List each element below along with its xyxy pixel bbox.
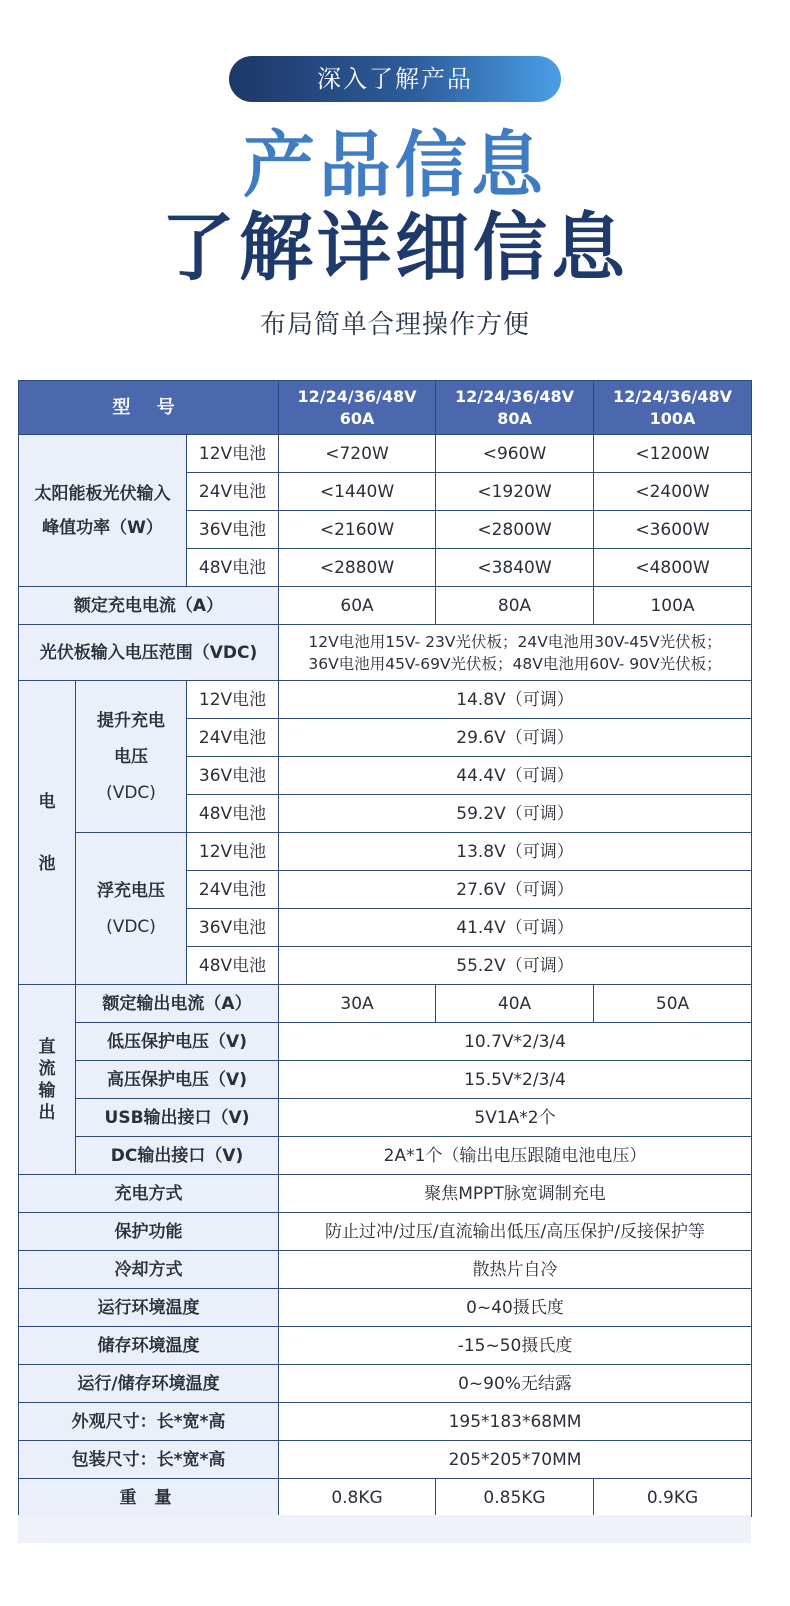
value-cell: 0~40摄氏度	[279, 1289, 752, 1327]
value-cell: 55.2V（可调）	[279, 947, 752, 985]
table-row	[19, 1251, 752, 1289]
battery-group-label-1: 电	[38, 791, 56, 812]
header-col-60a: 12/24/36/48V 60A	[279, 381, 436, 435]
value-cell: 50A	[594, 985, 752, 1023]
section-banner: 深入了解产品	[229, 56, 561, 102]
header-model: 型 号	[19, 381, 279, 435]
high-protect-label: 高压保护电压（V)	[76, 1061, 279, 1099]
value-cell: <2160W	[279, 511, 436, 549]
battery-cell: 12V电池	[187, 681, 279, 719]
battery-cell: 36V电池	[187, 511, 279, 549]
table-row	[19, 1365, 752, 1403]
value-cell: <2880W	[279, 549, 436, 587]
value-cell: <960W	[436, 435, 594, 473]
header-col-100a: 12/24/36/48V 100A	[594, 381, 752, 435]
value-cell: 14.8V（可调）	[279, 681, 752, 719]
value-cell: 10.7V*2/3/4	[279, 1023, 752, 1061]
battery-cell: 36V电池	[187, 757, 279, 795]
pv-voltage-line2: 36V电池用45V-69V光伏板；48V电池用60V- 90V光伏板；	[308, 654, 722, 673]
value-cell: <1920W	[436, 473, 594, 511]
value-cell: 散热片自冷	[279, 1251, 752, 1289]
value-cell: 0.8KG	[279, 1479, 436, 1517]
value-cell: <2400W	[594, 473, 752, 511]
value-cell: 60A	[279, 587, 436, 625]
table-row	[19, 1327, 752, 1365]
boost-label-line3: (VDC)	[106, 782, 156, 803]
value-cell: <4800W	[594, 549, 752, 587]
dc-output-label: DC输出接口（V)	[76, 1137, 279, 1175]
spec-table	[18, 380, 752, 1517]
spec-label: 冷却方式	[19, 1251, 279, 1289]
value-cell: 2A*1个（输出电压跟随电池电压）	[279, 1137, 752, 1175]
pv-power-label	[19, 435, 187, 587]
spec-label: 包装尺寸：长*宽*高	[19, 1441, 279, 1479]
table-row	[19, 681, 752, 719]
battery-cell: 24V电池	[187, 871, 279, 909]
table-row	[19, 1479, 752, 1517]
table-row	[19, 833, 752, 871]
battery-cell: 12V电池	[187, 435, 279, 473]
value-cell: 5V1A*2个	[279, 1099, 752, 1137]
spec-label: 运行/储存环境温度	[19, 1365, 279, 1403]
table-row	[19, 1289, 752, 1327]
battery-cell: 24V电池	[187, 719, 279, 757]
battery-group-label	[19, 681, 76, 985]
battery-cell: 24V电池	[187, 473, 279, 511]
table-row	[19, 1441, 752, 1479]
value-cell: 0~90%无结露	[279, 1365, 752, 1403]
value-cell: 0.9KG	[594, 1479, 752, 1517]
table-row	[19, 1023, 752, 1061]
value-cell: 0.85KG	[436, 1479, 594, 1517]
table-row	[19, 435, 752, 473]
dc-group-char: 输	[38, 1080, 56, 1101]
battery-cell: 12V电池	[187, 833, 279, 871]
value-cell: <1200W	[594, 435, 752, 473]
table-row	[19, 985, 752, 1023]
dc-group-char: 流	[38, 1058, 56, 1079]
value-cell: 59.2V（可调）	[279, 795, 752, 833]
table-row	[19, 1213, 752, 1251]
value-cell: 13.8V（可调）	[279, 833, 752, 871]
value-cell: 15.5V*2/3/4	[279, 1061, 752, 1099]
header-col-80a: 12/24/36/48V 80A	[436, 381, 594, 435]
value-cell: 44.4V（可调）	[279, 757, 752, 795]
value-cell: <720W	[279, 435, 436, 473]
battery-group-label-2: 池	[38, 853, 56, 874]
boost-label-line2: 电压	[114, 746, 148, 767]
value-cell: <3840W	[436, 549, 594, 587]
rated-current-label: 额定充电电流（A）	[19, 587, 279, 625]
rated-output-label: 额定输出电流（A）	[76, 985, 279, 1023]
boost-label-line1: 提升充电	[97, 710, 165, 731]
table-row	[19, 1099, 752, 1137]
float-voltage-label	[76, 833, 187, 985]
low-protect-label: 低压保护电压（V)	[76, 1023, 279, 1061]
value-cell: 100A	[594, 587, 752, 625]
page-title: 产品信息	[242, 123, 547, 207]
table-header-row	[19, 381, 752, 435]
spec-label: 充电方式	[19, 1175, 279, 1213]
dc-group-char: 出	[38, 1102, 56, 1123]
value-cell: <1440W	[279, 473, 436, 511]
spec-label: 储存环境温度	[19, 1327, 279, 1365]
value-cell: 27.6V（可调）	[279, 871, 752, 909]
value-cell: <3600W	[594, 511, 752, 549]
dc-output-group-label	[19, 985, 76, 1175]
pv-power-label-line2: 峰值功率（W）	[42, 517, 163, 538]
table-row	[19, 625, 752, 681]
value-cell: 80A	[436, 587, 594, 625]
value-cell: -15~50摄氏度	[279, 1327, 752, 1365]
bottom-divider	[18, 1515, 751, 1543]
weight-label: 重 量	[19, 1479, 279, 1517]
value-cell: 30A	[279, 985, 436, 1023]
battery-cell: 36V电池	[187, 909, 279, 947]
value-cell: 29.6V（可调）	[279, 719, 752, 757]
pv-voltage-line1: 12V电池用15V- 23V光伏板；24V电池用30V-45V光伏板；	[308, 632, 722, 651]
pv-voltage-value	[279, 625, 752, 681]
value-cell: 205*205*70MM	[279, 1441, 752, 1479]
pv-power-label-line1: 太阳能板光伏输入	[34, 483, 171, 504]
battery-cell: 48V电池	[187, 947, 279, 985]
table-row	[19, 1061, 752, 1099]
table-row	[19, 587, 752, 625]
table-row	[19, 1175, 752, 1213]
page-subtitle-large: 了解详细信息	[161, 205, 629, 291]
table-row	[19, 1137, 752, 1175]
value-cell: 40A	[436, 985, 594, 1023]
pv-voltage-label: 光伏板输入电压范围（VDC)	[19, 625, 279, 681]
value-cell: 防止过冲/过压/直流输出低压/高压保护/反接保护等	[279, 1213, 752, 1251]
dc-group-char: 直	[38, 1036, 56, 1057]
float-label-line1: 浮充电压	[97, 880, 165, 901]
tagline: 布局简单合理操作方便	[259, 310, 530, 340]
usb-output-label: USB输出接口（V)	[76, 1099, 279, 1137]
table-row	[19, 1403, 752, 1441]
float-label-line2: (VDC)	[106, 916, 156, 937]
boost-voltage-label	[76, 681, 187, 833]
spec-label: 保护功能	[19, 1213, 279, 1251]
value-cell: 195*183*68MM	[279, 1403, 752, 1441]
value-cell: 41.4V（可调）	[279, 909, 752, 947]
spec-label: 外观尺寸：长*宽*高	[19, 1403, 279, 1441]
value-cell: 聚焦MPPT脉宽调制充电	[279, 1175, 752, 1213]
value-cell: <2800W	[436, 511, 594, 549]
spec-label: 运行环境温度	[19, 1289, 279, 1327]
battery-cell: 48V电池	[187, 549, 279, 587]
battery-cell: 48V电池	[187, 795, 279, 833]
